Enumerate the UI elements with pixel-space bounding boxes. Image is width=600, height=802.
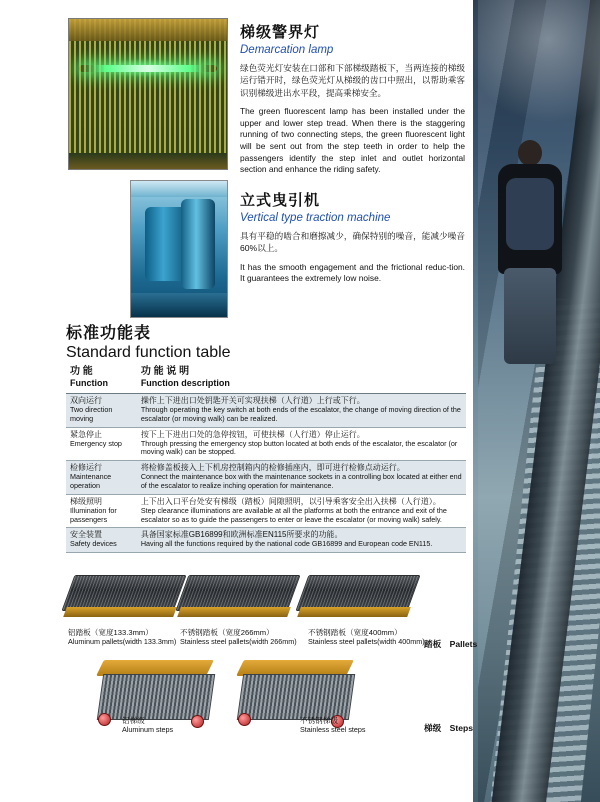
section-body-cn: 具有平稳的啮合和磨擦减少，确保特别的噪音，能减少噪音60%以上。 — [240, 231, 465, 254]
escalator-photo-column — [470, 0, 600, 802]
passenger-figure — [488, 140, 572, 370]
table-row — [66, 427, 466, 461]
section-title-en: Vertical type traction machine — [240, 212, 391, 224]
table-header-description-cn: 功 能 说 明 — [140, 366, 190, 377]
section-traction-machine — [240, 192, 465, 285]
table-row — [66, 528, 466, 553]
pallets-row-label — [424, 638, 477, 650]
table-header-function-en: Function — [70, 378, 108, 388]
step-caption-cn: 铝梯级 — [122, 716, 145, 725]
table-header-function-cn: 功 能 — [70, 366, 93, 377]
steps-row-label — [424, 722, 473, 734]
function-desc-en: Through operating the key switch at both ends of the escalator, the change of moving direction of the escalator (or moving walk) can be realized. — [140, 405, 461, 423]
pallet-caption-en: Aluminum pallets(width 133.3mm) — [68, 637, 177, 646]
function-name-en: Maintenance operation — [70, 472, 112, 490]
step-top-edge — [69, 19, 227, 41]
step-riser-face — [97, 674, 215, 720]
step-wheel — [98, 713, 111, 726]
function-table-title — [66, 320, 231, 362]
pallet-ribs — [297, 576, 419, 610]
pallet-caption-cn: 不锈钢踏板（宽度266mm） — [180, 628, 274, 637]
table-cell-description — [137, 528, 466, 553]
pallet-caption-en: Stainless steel pallets(width 400mm) — [308, 637, 425, 646]
section-title-cn: 立式曳引机 — [240, 192, 321, 209]
function-desc-cn: 操作上下进出口处钥匙开关可实现扶梯（人行道）上行或下行。 — [140, 396, 365, 405]
pallet-caption-1 — [68, 628, 180, 646]
function-name-en: Two direction moving — [70, 405, 113, 423]
function-desc-en: Through pressing the emergency stop button located at both ends of the escalator, the escalator (or moving walk) can be stopped. — [140, 438, 458, 457]
table-header-function — [66, 364, 137, 394]
function-desc-cn: 按下上下进出口处的急停按钮，可使扶梯（人行道）停止运行。 — [140, 429, 365, 439]
table-cell-function — [66, 461, 137, 495]
step-comb-texture — [69, 19, 227, 169]
section-body-en: It has the smooth engagement and the frictional reduc-tion. It guarantees the extremely low noise. — [240, 261, 465, 284]
pallet-edge — [297, 607, 411, 617]
passenger-head — [518, 140, 542, 166]
function-desc-en: Step clearance illuminations are available at all the platforms at both the entrance and exit of the escalator so as to guide the passengers to enter or leave the escalator (or moving walk) safely. — [140, 505, 447, 524]
function-table-title-cn: 标准功能表 — [66, 325, 152, 342]
pallet-ribs — [63, 576, 185, 610]
function-desc-cn: 将检修盖板接入上下机房控制箱内的检修插座内，即可进行检修点动运行。 — [140, 463, 405, 473]
vertical-traction-machine-photo — [130, 180, 228, 318]
step-caption-cn: 不锈钢梯级 — [300, 716, 338, 725]
function-name-cn: 安全装置 — [70, 530, 102, 540]
step-caption-en: Stainless steel steps — [300, 725, 366, 734]
table-cell-function — [66, 427, 137, 461]
step-image-aluminum — [100, 660, 210, 722]
table-cell-function — [66, 494, 137, 528]
pallet-slab — [175, 575, 300, 611]
machine-base — [131, 293, 227, 317]
table-cell-description — [137, 461, 466, 495]
table-cell-function — [66, 394, 137, 428]
passenger-backpack — [506, 178, 554, 250]
column-divider — [470, 0, 473, 802]
function-desc-en: Connect the maintenance box with the maintenance sockets in a controlling box located at either end of the escalator to realize inching operation for maintenance. — [140, 472, 462, 490]
step-caption-2 — [300, 716, 420, 734]
function-desc-cn: 具备国家标准GB16899和欧洲标准EN115所要求的功能。 — [140, 530, 343, 540]
demarcation-lamp-photo — [68, 18, 228, 170]
function-desc-en: Having all the functions required by the national code GB16899 and European code EN115. — [140, 539, 433, 549]
table-row — [66, 494, 466, 528]
standard-function-table — [66, 364, 466, 553]
function-name-cn: 紧急停止 — [70, 429, 102, 439]
pallet-caption-en: Stainless steel pallets(width 266mm) — [180, 637, 297, 646]
table-cell-description — [137, 494, 466, 528]
pallet-image-aluminum — [68, 575, 178, 611]
steps-row-label-en: Steps — [449, 723, 473, 733]
table-header-description-en: Function description — [140, 378, 230, 388]
section-title-cn: 梯级警界灯 — [240, 24, 321, 41]
table-cell-description — [137, 394, 466, 428]
photo-highlight — [470, 0, 600, 130]
pallet-edge — [63, 607, 177, 617]
pallet-caption-2 — [180, 628, 302, 646]
section-body-cn: 绿色荧光灯安装在口部和下部梯级踏板下，当两连接的梯级运行错开时，绿色荧光灯从梯级的齿口中照出，以帮助乘客识别梯级进出水平段，提高乘梯安全。 — [240, 63, 465, 98]
pallet-edge — [177, 607, 291, 617]
pallet-image-steel-266 — [182, 575, 292, 611]
step-image-stainless — [240, 660, 350, 722]
function-desc-cn: 上下出入口平台处安有梯级（踏板）间隙照明，以引导乘客安全出入扶梯（人行道）。 — [140, 496, 441, 506]
function-table-title-en: Standard function table — [66, 344, 231, 361]
step-caption-en: Aluminum steps — [122, 725, 174, 734]
section-demarcation-lamp — [240, 24, 465, 176]
table-cell-function — [66, 528, 137, 553]
passenger-legs — [504, 268, 556, 364]
section-body-en: The green fluorescent lamp has been installed under the upper and lower step tread. When there is the staggering running of two connecting steps, the green fluorescent light will be sent out from the step teeth in order to help the passengers identify the step inlet and outlet horizontal section and enhance the riding safety. — [240, 106, 465, 175]
function-name-en: Safety devices — [70, 539, 117, 549]
function-name-cn: 梯级照明 — [70, 496, 102, 506]
function-name-cn: 检修运行 — [70, 463, 102, 473]
table-row — [66, 394, 466, 428]
pallets-row-label-cn: 踏板 — [424, 639, 442, 649]
pallet-caption-cn: 不锈钢踏板（宽度400mm） — [308, 628, 402, 637]
function-name-en: Emergency stop — [70, 438, 122, 448]
green-lamp-line — [79, 65, 217, 72]
function-name-cn: 双向运行 — [70, 396, 102, 405]
pallet-caption-3 — [308, 628, 436, 646]
function-name-en: Illumination for passengers — [70, 505, 117, 524]
pallet-image-steel-400 — [302, 575, 412, 611]
table-cell-description — [137, 427, 466, 461]
pallet-slab — [295, 575, 420, 611]
section-title-en: Demarcation lamp — [240, 44, 334, 56]
pallet-caption-cn: 铝踏板（宽度133.3mm） — [68, 628, 153, 637]
machine-drum-right — [181, 199, 215, 289]
pallet-slab — [61, 575, 186, 611]
steps-row-label-cn: 梯级 — [424, 723, 442, 733]
pallets-row-label-en: Pallets — [449, 639, 478, 649]
table-row — [66, 461, 466, 495]
table-header-row — [66, 364, 466, 394]
step-bottom-edge — [69, 153, 227, 169]
step-caption-1 — [122, 716, 232, 734]
machine-top-cap — [131, 181, 227, 197]
table-header-description — [137, 364, 466, 394]
step-riser-face — [237, 674, 355, 720]
step-wheel — [238, 713, 251, 726]
pallet-ribs — [177, 576, 299, 610]
